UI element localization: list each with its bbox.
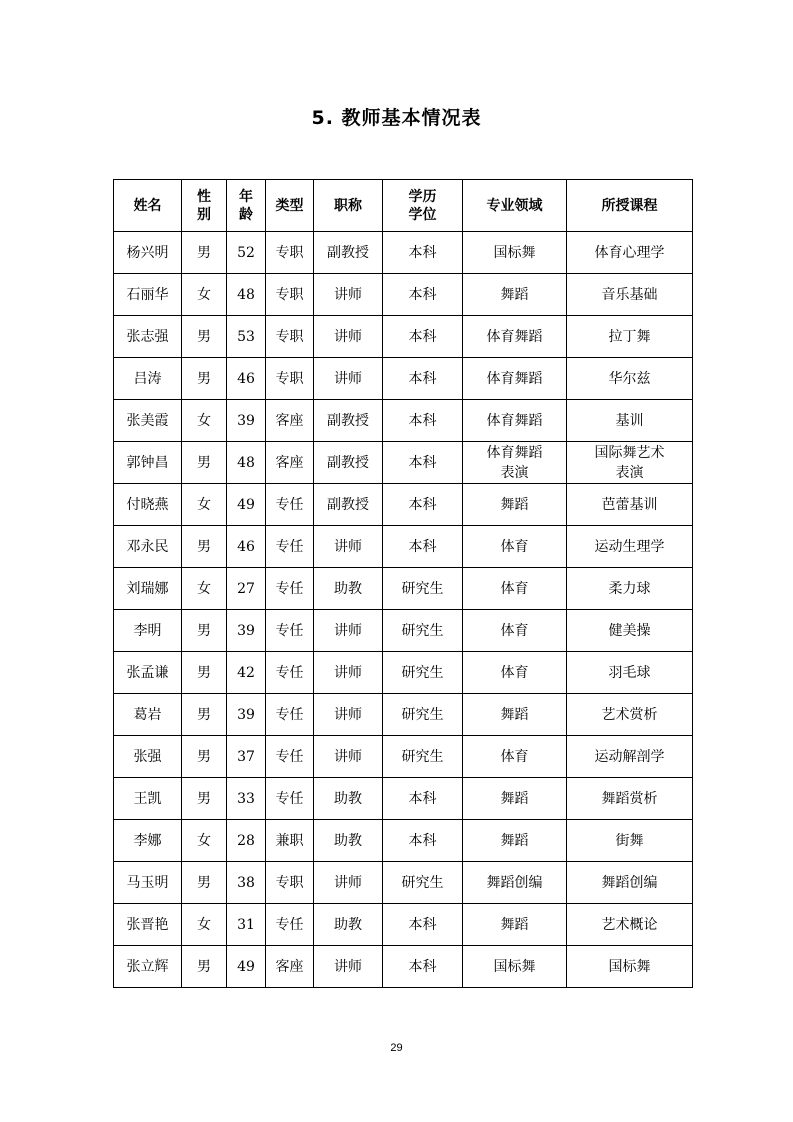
cell-name: 张强 [114,736,182,778]
cell-degree: 本科 [383,316,463,358]
cell-gender: 男 [182,232,227,274]
header-age: 年 龄 [227,180,266,232]
cell-name: 王凯 [114,778,182,820]
cell-field: 舞蹈 [463,820,567,862]
cell-field: 体育舞蹈 表演 [463,442,567,484]
page-title: 5. 教师基本情况表 [311,107,482,129]
cell-name: 邓永民 [114,526,182,568]
cell-gender: 女 [182,820,227,862]
cell-rank: 讲师 [314,946,383,988]
table-row [114,862,693,904]
cell-gender: 女 [182,484,227,526]
cell-gender: 女 [182,904,227,946]
cell-type: 专职 [266,232,314,274]
cell-degree: 研究生 [383,694,463,736]
cell-degree: 本科 [383,904,463,946]
cell-field: 体育舞蹈 [463,400,567,442]
cell-course: 舞蹈创编 [567,862,693,904]
cell-course: 艺术赏析 [567,694,693,736]
cell-degree: 本科 [383,442,463,484]
cell-rank: 讲师 [314,736,383,778]
cell-rank: 副教授 [314,484,383,526]
cell-degree: 本科 [383,484,463,526]
cell-type: 专任 [266,526,314,568]
cell-course: 羽毛球 [567,652,693,694]
cell-gender: 男 [182,358,227,400]
cell-course: 街舞 [567,820,693,862]
cell-rank: 副教授 [314,442,383,484]
cell-degree: 本科 [383,778,463,820]
cell-degree: 研究生 [383,736,463,778]
table-row [114,316,693,358]
cell-name: 张志强 [114,316,182,358]
cell-rank: 讲师 [314,316,383,358]
cell-field: 舞蹈 [463,904,567,946]
cell-field: 体育 [463,736,567,778]
cell-name: 张晋艳 [114,904,182,946]
cell-field: 体育 [463,610,567,652]
cell-name: 李明 [114,610,182,652]
table-row [114,484,693,526]
cell-gender: 女 [182,400,227,442]
table-row [114,652,693,694]
cell-type: 专任 [266,568,314,610]
cell-type: 专任 [266,610,314,652]
cell-gender: 女 [182,274,227,316]
cell-age: 27 [227,568,266,610]
cell-age: 37 [227,736,266,778]
cell-age: 33 [227,778,266,820]
cell-age: 46 [227,358,266,400]
cell-rank: 副教授 [314,232,383,274]
cell-field: 舞蹈 [463,778,567,820]
cell-name: 张孟谦 [114,652,182,694]
cell-degree: 本科 [383,526,463,568]
table-row [114,736,693,778]
cell-course: 柔力球 [567,568,693,610]
cell-name: 付晓燕 [114,484,182,526]
cell-field: 体育 [463,526,567,568]
header-name: 姓名 [114,180,182,232]
cell-gender: 男 [182,610,227,652]
cell-field: 体育舞蹈 [463,358,567,400]
cell-name: 石丽华 [114,274,182,316]
cell-type: 专职 [266,274,314,316]
cell-name: 张美霞 [114,400,182,442]
cell-age: 49 [227,946,266,988]
table-row [114,358,693,400]
cell-rank: 副教授 [314,400,383,442]
cell-field: 舞蹈 [463,484,567,526]
cell-age: 39 [227,694,266,736]
cell-gender: 男 [182,694,227,736]
cell-name: 刘瑞娜 [114,568,182,610]
header-gender: 性 别 [182,180,227,232]
table-row [114,820,693,862]
cell-gender: 男 [182,442,227,484]
cell-gender: 女 [182,568,227,610]
cell-name: 郭钟昌 [114,442,182,484]
cell-age: 39 [227,400,266,442]
table-header-row [114,180,693,232]
cell-field: 舞蹈 [463,274,567,316]
cell-name: 李娜 [114,820,182,862]
cell-field: 舞蹈 [463,694,567,736]
cell-age: 48 [227,442,266,484]
cell-field: 舞蹈创编 [463,862,567,904]
header-degree: 学历 学位 [383,180,463,232]
header-field: 专业领域 [463,180,567,232]
table-row [114,232,693,274]
cell-course: 拉丁舞 [567,316,693,358]
cell-gender: 男 [182,316,227,358]
cell-type: 专任 [266,904,314,946]
page-number: 29 [390,1042,403,1054]
cell-rank: 助教 [314,820,383,862]
table-row [114,946,693,988]
cell-degree: 本科 [383,274,463,316]
cell-field: 体育舞蹈 [463,316,567,358]
cell-rank: 讲师 [314,526,383,568]
cell-field: 体育 [463,568,567,610]
cell-rank: 讲师 [314,274,383,316]
cell-age: 31 [227,904,266,946]
cell-type: 专任 [266,652,314,694]
cell-age: 53 [227,316,266,358]
cell-type: 客座 [266,946,314,988]
cell-course: 艺术概论 [567,904,693,946]
cell-name: 张立辉 [114,946,182,988]
header-course: 所授课程 [567,180,693,232]
cell-course: 运动生理学 [567,526,693,568]
table-row [114,610,693,652]
cell-rank: 讲师 [314,652,383,694]
table-row [114,274,693,316]
cell-age: 49 [227,484,266,526]
cell-type: 客座 [266,400,314,442]
table-body [114,232,693,988]
cell-degree: 本科 [383,358,463,400]
cell-age: 39 [227,610,266,652]
cell-rank: 讲师 [314,694,383,736]
cell-gender: 男 [182,946,227,988]
cell-rank: 助教 [314,778,383,820]
cell-degree: 研究生 [383,610,463,652]
cell-field: 国标舞 [463,232,567,274]
cell-course: 运动解剖学 [567,736,693,778]
header-type: 类型 [266,180,314,232]
cell-degree: 本科 [383,946,463,988]
cell-degree: 本科 [383,400,463,442]
cell-course: 国际舞艺术 表演 [567,442,693,484]
cell-degree: 本科 [383,820,463,862]
cell-rank: 讲师 [314,358,383,400]
cell-course: 华尔兹 [567,358,693,400]
cell-age: 38 [227,862,266,904]
table-row [114,442,693,484]
table-row [114,904,693,946]
cell-type: 专任 [266,778,314,820]
cell-course: 基训 [567,400,693,442]
cell-name: 吕涛 [114,358,182,400]
cell-name: 葛岩 [114,694,182,736]
cell-name: 马玉明 [114,862,182,904]
cell-type: 专任 [266,694,314,736]
cell-course: 国标舞 [567,946,693,988]
cell-name: 杨兴明 [114,232,182,274]
cell-course: 音乐基础 [567,274,693,316]
cell-type: 专职 [266,862,314,904]
cell-degree: 研究生 [383,652,463,694]
cell-type: 兼职 [266,820,314,862]
cell-course: 体育心理学 [567,232,693,274]
cell-degree: 本科 [383,232,463,274]
cell-age: 42 [227,652,266,694]
cell-type: 专职 [266,358,314,400]
cell-type: 专任 [266,736,314,778]
cell-rank: 助教 [314,568,383,610]
table-row [114,568,693,610]
cell-degree: 研究生 [383,862,463,904]
table-row [114,400,693,442]
cell-rank: 讲师 [314,610,383,652]
cell-gender: 男 [182,862,227,904]
cell-course: 芭蕾基训 [567,484,693,526]
cell-age: 46 [227,526,266,568]
cell-gender: 男 [182,736,227,778]
cell-rank: 助教 [314,904,383,946]
table-row [114,694,693,736]
cell-type: 专职 [266,316,314,358]
cell-gender: 男 [182,526,227,568]
table-row [114,526,693,568]
cell-field: 国标舞 [463,946,567,988]
cell-type: 专任 [266,484,314,526]
teacher-table [113,179,693,988]
cell-course: 健美操 [567,610,693,652]
cell-rank: 讲师 [314,862,383,904]
header-rank: 职称 [314,180,383,232]
cell-type: 客座 [266,442,314,484]
cell-gender: 男 [182,778,227,820]
cell-field: 体育 [463,652,567,694]
cell-course: 舞蹈赏析 [567,778,693,820]
table-row [114,778,693,820]
cell-age: 28 [227,820,266,862]
cell-degree: 研究生 [383,568,463,610]
cell-gender: 男 [182,652,227,694]
cell-age: 52 [227,232,266,274]
cell-age: 48 [227,274,266,316]
